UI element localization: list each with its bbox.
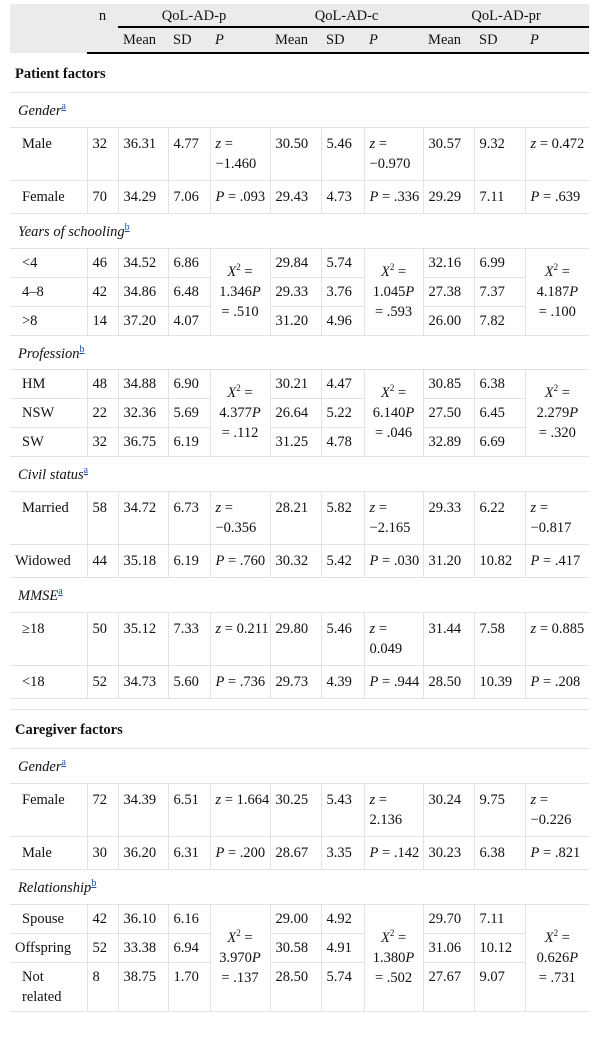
cell-sd: 9.32 xyxy=(474,127,525,180)
cell-stat: P = .200 xyxy=(210,836,270,869)
cell-mean: 29.43 xyxy=(270,180,321,213)
subgroup-header xyxy=(10,93,589,128)
cell-stat: P = .736 xyxy=(210,666,270,699)
cell-sd: 9.07 xyxy=(474,962,525,1011)
row-label: Female xyxy=(10,783,87,836)
subgroup-label: Profession xyxy=(18,345,80,362)
row-label: NSW xyxy=(10,399,87,428)
cell-mean: 29.33 xyxy=(270,277,321,306)
cell-sd: 6.48 xyxy=(168,277,210,306)
cell-mean: 31.25 xyxy=(270,428,321,457)
cell-sd: 7.11 xyxy=(474,180,525,213)
header-p: P xyxy=(364,27,423,53)
cell-mean: 30.25 xyxy=(270,783,321,836)
cell-mean: 26.64 xyxy=(270,399,321,428)
footnote-link[interactable]: a xyxy=(61,101,66,112)
subgroup-label: Civil status xyxy=(18,467,84,484)
cell-mean: 29.33 xyxy=(423,492,474,545)
cell-sd: 5.43 xyxy=(321,783,364,836)
cell-sd: 4.77 xyxy=(168,127,210,180)
cell-mean: 30.24 xyxy=(423,783,474,836)
cell-n: 50 xyxy=(87,613,118,666)
cell-sd: 4.39 xyxy=(321,666,364,699)
cell-n: 52 xyxy=(87,933,118,962)
cell-mean: 32.16 xyxy=(423,248,474,277)
cell-sd: 7.82 xyxy=(474,306,525,335)
subgroup-title-caregiver-gender xyxy=(10,749,589,784)
footnote-link[interactable]: b xyxy=(79,343,85,355)
cell-sd: 5.82 xyxy=(321,492,364,545)
cell-sd: 6.31 xyxy=(168,836,210,869)
section-title: Caregiver factors xyxy=(10,710,589,749)
row-label: Widowed xyxy=(10,545,87,578)
cell-chi-square: $X^2$ = 6.140P = .046 xyxy=(364,370,423,457)
cell-n: 46 xyxy=(87,248,118,277)
table-row xyxy=(10,428,589,457)
cell-sd: 4.73 xyxy=(321,180,364,213)
subgroup-label: Years of schooling xyxy=(18,223,125,240)
table-row xyxy=(10,180,589,213)
cell-n: 8 xyxy=(87,962,118,1011)
cell-mean: 30.50 xyxy=(270,127,321,180)
cell-n: 70 xyxy=(87,180,118,213)
cell-sd: 5.60 xyxy=(168,666,210,699)
cell-n: 30 xyxy=(87,836,118,869)
cell-sd: 7.33 xyxy=(168,613,210,666)
cell-stat: P = .336 xyxy=(364,180,423,213)
cell-mean: 31.20 xyxy=(423,545,474,578)
row-label: Male xyxy=(10,127,87,180)
cell-sd: 5.46 xyxy=(321,613,364,666)
cell-sd: 5.22 xyxy=(321,399,364,428)
cell-stat: z = −0.970 xyxy=(364,127,423,180)
row-label: ≥18 xyxy=(10,613,87,666)
cell-sd: 6.51 xyxy=(168,783,210,836)
cell-mean: 29.80 xyxy=(270,613,321,666)
table-row xyxy=(10,783,589,836)
cell-mean: 27.50 xyxy=(423,399,474,428)
cell-n: 32 xyxy=(87,127,118,180)
subgroup-title-gender xyxy=(10,93,589,128)
cell-stat: z = 0.049 xyxy=(364,613,423,666)
row-label: HM xyxy=(10,370,87,399)
subgroup-header xyxy=(10,335,589,370)
cell-sd: 6.19 xyxy=(168,545,210,578)
cell-sd: 10.12 xyxy=(474,933,525,962)
header-group-c: QoL-AD-c xyxy=(270,4,423,27)
table-row xyxy=(10,277,589,306)
row-label: Offspring xyxy=(10,933,87,962)
row-label: <4 xyxy=(10,248,87,277)
header-p: P xyxy=(525,27,589,53)
cell-sd: 6.45 xyxy=(474,399,525,428)
cell-mean: 31.20 xyxy=(270,306,321,335)
cell-stat: P = .760 xyxy=(210,545,270,578)
cell-stat: z = 2.136 xyxy=(364,783,423,836)
subgroup-title-schooling xyxy=(10,213,589,248)
cell-mean: 34.73 xyxy=(118,666,168,699)
cell-sd: 4.96 xyxy=(321,306,364,335)
cell-mean: 26.00 xyxy=(423,306,474,335)
cell-mean: 36.31 xyxy=(118,127,168,180)
cell-sd: 6.94 xyxy=(168,933,210,962)
row-label: 4–8 xyxy=(10,277,87,306)
cell-mean: 31.44 xyxy=(423,613,474,666)
cell-stat: P = .030 xyxy=(364,545,423,578)
header-group-pr: QoL-AD-pr xyxy=(423,4,589,27)
cell-stat: z = −0.356 xyxy=(210,492,270,545)
cell-n: 44 xyxy=(87,545,118,578)
table-row xyxy=(10,306,589,335)
cell-mean: 32.89 xyxy=(423,428,474,457)
cell-mean: 34.72 xyxy=(118,492,168,545)
cell-mean: 29.00 xyxy=(270,904,321,933)
cell-stat: z = 1.664 xyxy=(210,783,270,836)
row-label: Not related xyxy=(10,962,87,1011)
cell-sd: 4.78 xyxy=(321,428,364,457)
cell-mean: 32.36 xyxy=(118,399,168,428)
table-row xyxy=(10,962,589,1011)
cell-chi-square: $X^2$ = 1.346P = .510 xyxy=(210,248,270,335)
cell-mean: 36.10 xyxy=(118,904,168,933)
cell-chi-square: $X^2$ = 3.970P = .137 xyxy=(210,904,270,1011)
footnote-link[interactable]: b xyxy=(124,221,130,233)
table-body xyxy=(10,53,589,1011)
cell-mean: 28.50 xyxy=(270,962,321,1011)
cell-sd: 5.74 xyxy=(321,248,364,277)
cell-sd: 6.38 xyxy=(474,370,525,399)
cell-stat: P = .093 xyxy=(210,180,270,213)
cell-stat: z = −2.165 xyxy=(364,492,423,545)
subgroup-header xyxy=(10,457,589,492)
subgroup-header xyxy=(10,869,589,904)
subgroup-label: Gender xyxy=(18,758,62,775)
row-label: >8 xyxy=(10,306,87,335)
header-mean: Mean xyxy=(423,27,474,53)
cell-sd: 4.47 xyxy=(321,370,364,399)
cell-sd: 6.22 xyxy=(474,492,525,545)
cell-mean: 29.84 xyxy=(270,248,321,277)
cell-mean: 34.86 xyxy=(118,277,168,306)
cell-stat: z = −0.817 xyxy=(525,492,589,545)
cell-mean: 37.20 xyxy=(118,306,168,335)
cell-sd: 6.99 xyxy=(474,248,525,277)
cell-sd: 3.35 xyxy=(321,836,364,869)
cell-mean: 34.29 xyxy=(118,180,168,213)
subgroup-title-profession xyxy=(10,335,589,370)
cell-stat: P = .821 xyxy=(525,836,589,869)
subgroup-header xyxy=(10,213,589,248)
cell-mean: 29.73 xyxy=(270,666,321,699)
cell-sd: 6.69 xyxy=(474,428,525,457)
header-n-blank xyxy=(87,27,118,53)
row-label: SW xyxy=(10,428,87,457)
cell-n: 72 xyxy=(87,783,118,836)
header-sd: SD xyxy=(168,27,210,53)
row-label: Married xyxy=(10,492,87,545)
table-row xyxy=(10,613,589,666)
table-row xyxy=(10,248,589,277)
table-row xyxy=(10,492,589,545)
cell-sd: 5.69 xyxy=(168,399,210,428)
table-row xyxy=(10,933,589,962)
cell-n: 42 xyxy=(87,904,118,933)
cell-mean: 27.38 xyxy=(423,277,474,306)
table-row xyxy=(10,666,589,699)
header-sd: SD xyxy=(474,27,525,53)
cell-sd: 4.92 xyxy=(321,904,364,933)
cell-sd: 6.19 xyxy=(168,428,210,457)
footnote-link[interactable]: a xyxy=(58,586,63,598)
footnote-link[interactable]: b xyxy=(91,877,97,889)
cell-sd: 5.42 xyxy=(321,545,364,578)
cell-sd: 3.76 xyxy=(321,277,364,306)
cell-sd: 10.82 xyxy=(474,545,525,578)
cell-mean: 30.32 xyxy=(270,545,321,578)
cell-sd: 6.16 xyxy=(168,904,210,933)
cell-sd: 7.37 xyxy=(474,277,525,306)
subgroup-label: Relationship xyxy=(18,879,92,896)
cell-n: 58 xyxy=(87,492,118,545)
header-blank xyxy=(10,4,87,53)
table-row xyxy=(10,399,589,428)
section-header xyxy=(10,710,589,749)
cell-mean: 36.75 xyxy=(118,428,168,457)
cell-n: 22 xyxy=(87,399,118,428)
cell-n: 14 xyxy=(87,306,118,335)
cell-mean: 35.18 xyxy=(118,545,168,578)
cell-stat: P = .417 xyxy=(525,545,589,578)
cell-sd: 1.70 xyxy=(168,962,210,1011)
cell-sd: 6.38 xyxy=(474,836,525,869)
cell-n: 52 xyxy=(87,666,118,699)
row-label: <18 xyxy=(10,666,87,699)
cell-mean: 30.21 xyxy=(270,370,321,399)
cell-chi-square: $X^2$ = 2.279P = .320 xyxy=(525,370,589,457)
header-n: n xyxy=(87,4,118,27)
cell-mean: 34.88 xyxy=(118,370,168,399)
cell-sd: 7.06 xyxy=(168,180,210,213)
cell-stat: z = −0.226 xyxy=(525,783,589,836)
cell-sd: 7.58 xyxy=(474,613,525,666)
cell-mean: 38.75 xyxy=(118,962,168,1011)
cell-mean: 30.85 xyxy=(423,370,474,399)
header-sd: SD xyxy=(321,27,364,53)
cell-stat: z = −1.460 xyxy=(210,127,270,180)
table-header xyxy=(10,4,589,53)
cell-n: 48 xyxy=(87,370,118,399)
row-label: Female xyxy=(10,180,87,213)
header-mean: Mean xyxy=(118,27,168,53)
cell-stat: z = 0.472 xyxy=(525,127,589,180)
section-title: Patient factors xyxy=(10,53,589,93)
qol-table xyxy=(10,4,589,1012)
spacer-cell xyxy=(10,699,589,710)
subgroup-label: Gender xyxy=(18,102,62,119)
cell-sd: 5.74 xyxy=(321,962,364,1011)
header-mean: Mean xyxy=(270,27,321,53)
cell-mean: 34.39 xyxy=(118,783,168,836)
cell-stat: P = .639 xyxy=(525,180,589,213)
cell-n: 42 xyxy=(87,277,118,306)
cell-mean: 28.67 xyxy=(270,836,321,869)
subgroup-title-civil-status xyxy=(10,457,589,492)
cell-stat: z = 0.211 xyxy=(210,613,270,666)
cell-chi-square: $X^2$ = 4.377P = .112 xyxy=(210,370,270,457)
cell-mean: 29.29 xyxy=(423,180,474,213)
subgroup-header xyxy=(10,578,589,613)
subgroup-label: MMSE xyxy=(18,588,59,605)
cell-stat: P = .944 xyxy=(364,666,423,699)
cell-mean: 27.67 xyxy=(423,962,474,1011)
cell-sd: 4.91 xyxy=(321,933,364,962)
cell-sd: 5.46 xyxy=(321,127,364,180)
cell-mean: 35.12 xyxy=(118,613,168,666)
spacer-row xyxy=(10,699,589,710)
cell-chi-square: $X^2$ = 1.380P = .502 xyxy=(364,904,423,1011)
cell-sd: 6.73 xyxy=(168,492,210,545)
cell-sd: 6.86 xyxy=(168,248,210,277)
cell-stat: z = 0.885 xyxy=(525,613,589,666)
table-row xyxy=(10,545,589,578)
cell-n: 32 xyxy=(87,428,118,457)
cell-chi-square: $X^2$ = 4.187P = .100 xyxy=(525,248,589,335)
cell-mean: 30.57 xyxy=(423,127,474,180)
subgroup-title-mmse xyxy=(10,578,589,613)
row-label: Spouse xyxy=(10,904,87,933)
cell-chi-square: $X^2$ = 0.626P = .731 xyxy=(525,904,589,1011)
cell-mean: 28.21 xyxy=(270,492,321,545)
footnote-link[interactable]: a xyxy=(83,465,89,477)
cell-mean: 36.20 xyxy=(118,836,168,869)
subgroup-title-relationship xyxy=(10,869,589,904)
cell-mean: 29.70 xyxy=(423,904,474,933)
cell-mean: 33.38 xyxy=(118,933,168,962)
cell-mean: 30.23 xyxy=(423,836,474,869)
cell-sd: 6.90 xyxy=(168,370,210,399)
footnote-link[interactable]: a xyxy=(61,757,66,769)
header-p: P xyxy=(210,27,270,53)
section-header xyxy=(10,53,589,93)
cell-stat: P = .208 xyxy=(525,666,589,699)
cell-mean: 31.06 xyxy=(423,933,474,962)
table-row xyxy=(10,127,589,180)
cell-mean: 28.50 xyxy=(423,666,474,699)
cell-chi-square: $X^2$ = 1.045P = .593 xyxy=(364,248,423,335)
cell-sd: 10.39 xyxy=(474,666,525,699)
subgroup-header xyxy=(10,749,589,784)
cell-sd: 4.07 xyxy=(168,306,210,335)
cell-sd: 9.75 xyxy=(474,783,525,836)
cell-sd: 7.11 xyxy=(474,904,525,933)
table-row xyxy=(10,904,589,933)
table-row xyxy=(10,836,589,869)
table-row xyxy=(10,370,589,399)
header-group-p: QoL-AD-p xyxy=(118,4,270,27)
cell-stat: P = .142 xyxy=(364,836,423,869)
row-label: Male xyxy=(10,836,87,869)
cell-mean: 34.52 xyxy=(118,248,168,277)
cell-mean: 30.58 xyxy=(270,933,321,962)
